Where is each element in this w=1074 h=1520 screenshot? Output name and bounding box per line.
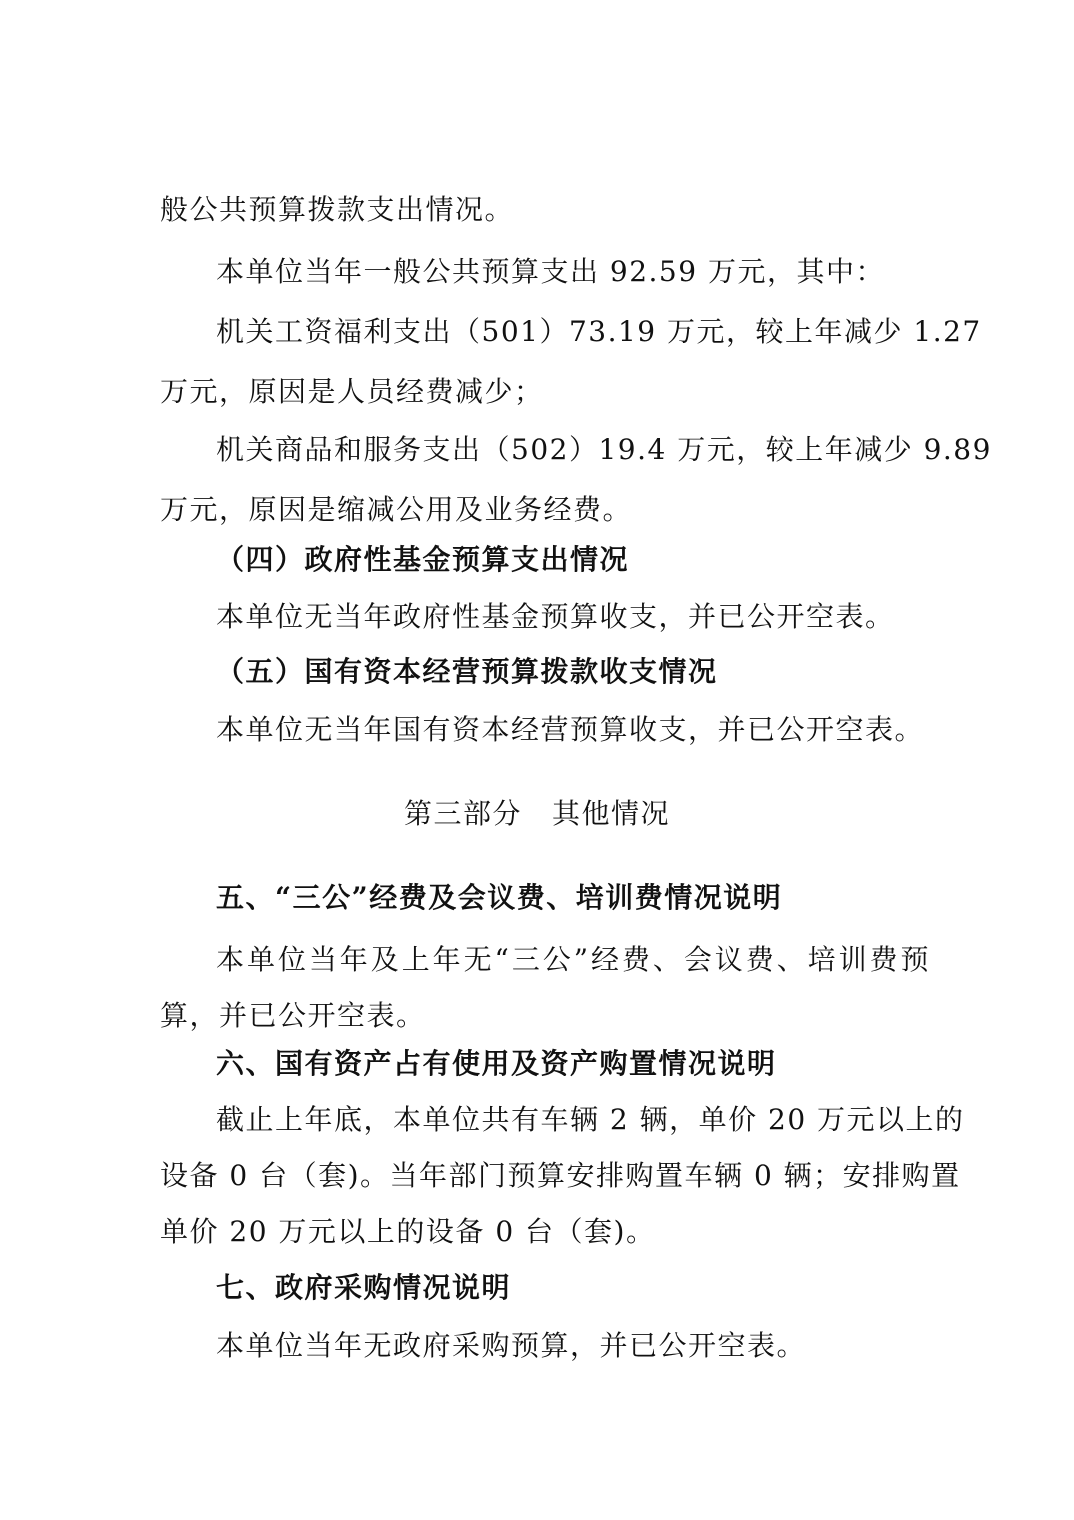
part-title xyxy=(0,794,1074,834)
paragraph-line: 本单位无当年政府性基金预算收支，并已公开空表。 xyxy=(216,600,895,633)
paragraph-line: 算，并已公开空表。 xyxy=(160,999,426,1032)
paragraph-line: 截止上年底，本单位共有车辆 2 辆，单价 20 万元以上的 xyxy=(216,1103,965,1136)
section-heading: 七、政府采购情况说明 xyxy=(216,1271,512,1304)
part-title-name: 其他情况 xyxy=(552,797,671,830)
paragraph-line: 本单位当年一般公共预算支出 92.59 万元，其中： xyxy=(216,255,885,288)
paragraph-line: 机关工资福利支出（501）73.19 万元，较上年减少 1.27 xyxy=(216,315,982,348)
paragraph-line: 万元，原因是人员经费减少； xyxy=(160,375,544,408)
section-heading: （五）国有资本经营预算拨款收支情况 xyxy=(216,655,718,688)
paragraph-line: 机关商品和服务支出（502）19.4 万元，较上年减少 9.89 xyxy=(216,433,992,466)
paragraph-line: 本单位当年及上年无“三公”经费、会议费、培训费预 xyxy=(216,943,930,976)
section-heading: （四）政府性基金预算支出情况 xyxy=(216,543,630,576)
paragraph-line: 本单位无当年国有资本经营预算收支，并已公开空表。 xyxy=(216,713,925,746)
paragraph-line: 单价 20 万元以上的设备 0 台（套)。 xyxy=(160,1215,656,1248)
part-title-number: 第三部分 xyxy=(403,797,522,830)
paragraph-line: 设备 0 台（套)。当年部门预算安排购置车辆 0 辆；安排购置 xyxy=(160,1159,961,1192)
paragraph-line: 万元，原因是缩减公用及业务经费。 xyxy=(160,493,633,526)
section-heading: 五、“三公”经费及会议费、培训费情况说明 xyxy=(216,881,783,914)
section-heading: 六、国有资产占有使用及资产购置情况说明 xyxy=(216,1047,777,1080)
paragraph-line: 般公共预算拨款支出情况。 xyxy=(160,193,515,226)
paragraph-line: 本单位当年无政府采购预算，并已公开空表。 xyxy=(216,1329,807,1362)
